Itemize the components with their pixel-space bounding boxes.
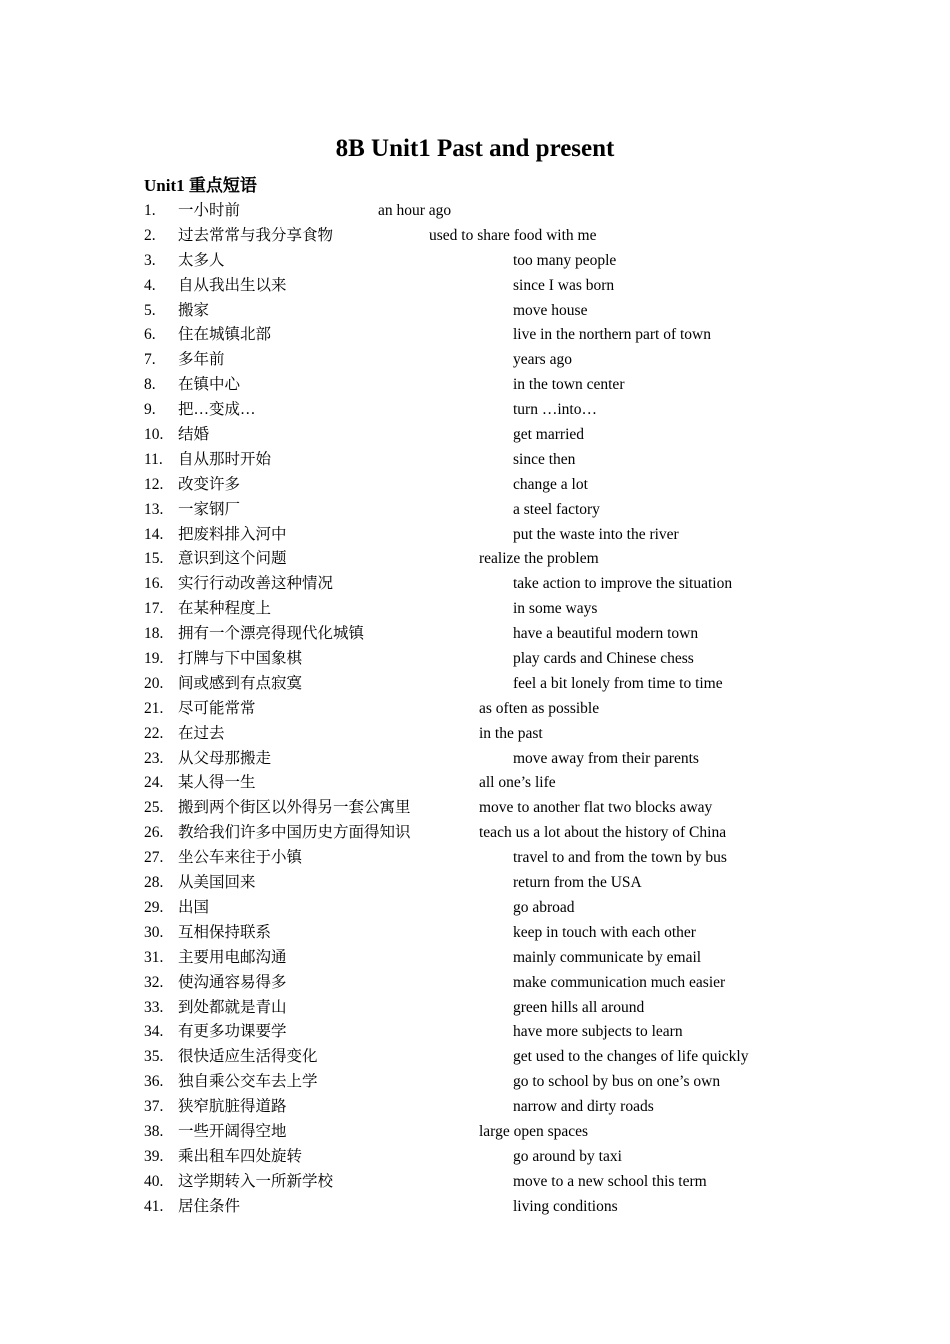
item-number: 18. [144, 625, 164, 643]
item-number: 19. [144, 650, 164, 668]
english-phrase: get married [513, 426, 585, 444]
list-item [0, 199, 950, 224]
chinese-phrase: 尽可能常常 [178, 699, 256, 717]
list-item [0, 398, 950, 423]
list-item [0, 971, 950, 996]
english-phrase: realize the problem [479, 550, 599, 568]
english-phrase: in the past [479, 724, 543, 742]
english-phrase: green hills all around [513, 998, 645, 1016]
chinese-phrase: 出国 [178, 898, 210, 916]
chinese-phrase: 搬到两个街区以外得另一套公寓里 [178, 799, 411, 817]
chinese-phrase: 把…变成… [178, 401, 256, 419]
list-item [0, 1195, 950, 1220]
phrase-list [0, 199, 950, 1220]
chinese-phrase: 居住条件 [178, 1197, 241, 1215]
list-item [0, 821, 950, 846]
list-item [0, 946, 950, 971]
chinese-phrase: 有更多功课要学 [178, 1023, 287, 1041]
item-number: 29. [144, 898, 164, 916]
english-phrase: teach us a lot about the history of China [479, 824, 727, 842]
item-number: 39. [144, 1147, 164, 1165]
list-item [0, 1020, 950, 1045]
chinese-phrase: 主要用电邮沟通 [178, 948, 287, 966]
chinese-phrase: 从美国回来 [178, 874, 256, 892]
english-phrase: in some ways [513, 600, 598, 618]
section-heading: Unit1 重点短语 [144, 176, 257, 195]
chinese-phrase: 住在城镇北部 [178, 326, 272, 344]
item-number: 34. [144, 1023, 164, 1041]
list-item [0, 771, 950, 796]
chinese-phrase: 在某种程度上 [178, 600, 272, 618]
list-item [0, 597, 950, 622]
list-item [0, 697, 950, 722]
english-phrase: take action to improve the situation [513, 575, 733, 593]
chinese-phrase: 打牌与下中国象棋 [178, 650, 303, 668]
chinese-phrase: 这学期转入一所新学校 [178, 1172, 334, 1190]
english-phrase: years ago [513, 351, 572, 369]
english-phrase: put the waste into the river [513, 525, 679, 543]
english-phrase: return from the USA [513, 874, 642, 892]
english-phrase: keep in touch with each other [513, 923, 696, 941]
item-number: 13. [144, 500, 164, 518]
list-item [0, 747, 950, 772]
item-number: 2. [144, 226, 156, 244]
english-phrase: narrow and dirty roads [513, 1098, 654, 1116]
english-phrase: as often as possible [479, 699, 600, 717]
english-phrase: feel a bit lonely from time to time [513, 674, 723, 692]
list-item [0, 498, 950, 523]
chinese-phrase: 某人得一生 [178, 774, 256, 792]
english-phrase: travel to and from the town by bus [513, 849, 727, 867]
chinese-phrase: 乘出租车四处旋转 [178, 1147, 303, 1165]
chinese-phrase: 教给我们许多中国历史方面得知识 [178, 824, 411, 842]
chinese-phrase: 改变许多 [178, 475, 241, 493]
list-item [0, 473, 950, 498]
item-number: 10. [144, 426, 164, 444]
item-number: 30. [144, 923, 164, 941]
list-item [0, 871, 950, 896]
item-number: 24. [144, 774, 164, 792]
list-item [0, 323, 950, 348]
list-item [0, 1070, 950, 1095]
english-phrase: play cards and Chinese chess [513, 650, 694, 668]
english-phrase: used to share food with me [429, 226, 597, 244]
list-item [0, 373, 950, 398]
list-item [0, 348, 950, 373]
list-item [0, 1170, 950, 1195]
item-number: 5. [144, 301, 156, 319]
chinese-phrase: 间或感到有点寂寞 [178, 674, 303, 692]
chinese-phrase: 一小时前 [178, 202, 241, 219]
item-number: 11. [144, 450, 163, 468]
item-number: 36. [144, 1073, 164, 1091]
item-number: 20. [144, 674, 164, 692]
list-item [0, 299, 950, 324]
english-phrase: move away from their parents [513, 749, 699, 767]
list-item [0, 1095, 950, 1120]
english-phrase: living conditions [513, 1197, 618, 1215]
list-item [0, 896, 950, 921]
chinese-phrase: 意识到这个问题 [178, 550, 287, 568]
item-number: 40. [144, 1172, 164, 1190]
list-item [0, 921, 950, 946]
item-number: 12. [144, 475, 164, 493]
list-item [0, 846, 950, 871]
item-number: 28. [144, 874, 164, 892]
english-phrase: too many people [513, 251, 617, 269]
list-item [0, 572, 950, 597]
chinese-phrase: 太多人 [178, 251, 225, 269]
list-item [0, 423, 950, 448]
item-number: 33. [144, 998, 164, 1016]
english-phrase: in the town center [513, 376, 625, 394]
english-phrase: move to a new school this term [513, 1172, 707, 1190]
list-item [0, 224, 950, 249]
english-phrase: go around by taxi [513, 1147, 622, 1165]
chinese-phrase: 拥有一个漂亮得现代化城镇 [178, 625, 365, 643]
list-item [0, 996, 950, 1021]
list-item [0, 672, 950, 697]
list-item [0, 274, 950, 299]
list-item [0, 448, 950, 473]
item-number: 25. [144, 799, 164, 817]
item-number: 16. [144, 575, 164, 593]
english-phrase: mainly communicate by email [513, 948, 702, 966]
chinese-phrase: 从父母那搬走 [178, 749, 272, 767]
list-item [0, 722, 950, 747]
chinese-phrase: 使沟通容易得多 [178, 973, 287, 991]
english-phrase: get used to the changes of life quickly [513, 1048, 749, 1066]
chinese-phrase: 互相保持联系 [178, 923, 272, 941]
list-item [0, 647, 950, 672]
english-phrase: turn …into… [513, 401, 597, 419]
item-number: 37. [144, 1098, 164, 1116]
chinese-phrase: 很快适应生活得变化 [178, 1048, 318, 1066]
list-item [0, 1045, 950, 1070]
list-item [0, 523, 950, 548]
chinese-phrase: 独自乘公交车去上学 [178, 1073, 318, 1091]
item-number: 6. [144, 326, 156, 344]
chinese-phrase: 一家钢厂 [178, 500, 241, 518]
english-phrase: move house [513, 301, 588, 319]
chinese-phrase: 过去常常与我分享食物 [178, 226, 334, 244]
item-number: 1. [144, 202, 156, 219]
chinese-phrase: 一些开阔得空地 [178, 1122, 287, 1140]
item-number: 17. [144, 600, 164, 618]
item-number: 27. [144, 849, 164, 867]
list-item [0, 1145, 950, 1170]
chinese-phrase: 把废料排入河中 [178, 525, 287, 543]
item-number: 38. [144, 1122, 164, 1140]
english-phrase: have more subjects to learn [513, 1023, 683, 1041]
english-phrase: have a beautiful modern town [513, 625, 699, 643]
english-phrase: a steel factory [513, 500, 600, 518]
item-number: 22. [144, 724, 164, 742]
english-phrase: move to another flat two blocks away [479, 799, 713, 817]
chinese-phrase: 搬家 [178, 301, 210, 319]
item-number: 4. [144, 276, 156, 294]
list-item [0, 249, 950, 274]
list-item [0, 796, 950, 821]
english-phrase: make communication much easier [513, 973, 726, 991]
list-item [0, 547, 950, 572]
item-number: 8. [144, 376, 156, 394]
chinese-phrase: 自从那时开始 [178, 450, 272, 468]
chinese-phrase: 多年前 [178, 351, 225, 369]
english-phrase: go to school by bus on one’s own [513, 1073, 721, 1091]
item-number: 15. [144, 550, 164, 568]
chinese-phrase: 在过去 [178, 724, 225, 742]
item-number: 31. [144, 948, 164, 966]
item-number: 14. [144, 525, 164, 543]
item-number: 3. [144, 251, 156, 269]
chinese-phrase: 狭窄肮脏得道路 [178, 1098, 287, 1116]
item-number: 26. [144, 824, 164, 842]
item-number: 21. [144, 699, 164, 717]
english-phrase: since then [513, 450, 576, 468]
item-number: 35. [144, 1048, 164, 1066]
chinese-phrase: 实行行动改善这种情况 [178, 575, 334, 593]
item-number: 32. [144, 973, 164, 991]
english-phrase: large open spaces [479, 1122, 589, 1140]
english-phrase: since I was born [513, 276, 615, 294]
list-item [0, 1120, 950, 1145]
item-number: 41. [144, 1197, 164, 1215]
chinese-phrase: 自从我出生以来 [178, 276, 287, 294]
english-phrase: an hour ago [378, 202, 452, 219]
item-number: 23. [144, 749, 164, 767]
english-phrase: change a lot [513, 475, 588, 493]
chinese-phrase: 坐公车来往于小镇 [178, 849, 303, 867]
english-phrase: go abroad [513, 898, 575, 916]
chinese-phrase: 在镇中心 [178, 376, 241, 394]
list-item [0, 622, 950, 647]
chinese-phrase: 结婚 [178, 426, 210, 444]
english-phrase: live in the northern part of town [513, 326, 712, 344]
chinese-phrase: 到处都就是青山 [178, 998, 287, 1016]
page-title: 8B Unit1 Past and present [335, 135, 615, 162]
item-number: 7. [144, 351, 156, 369]
item-number: 9. [144, 401, 156, 419]
english-phrase: all one’s life [479, 774, 556, 792]
